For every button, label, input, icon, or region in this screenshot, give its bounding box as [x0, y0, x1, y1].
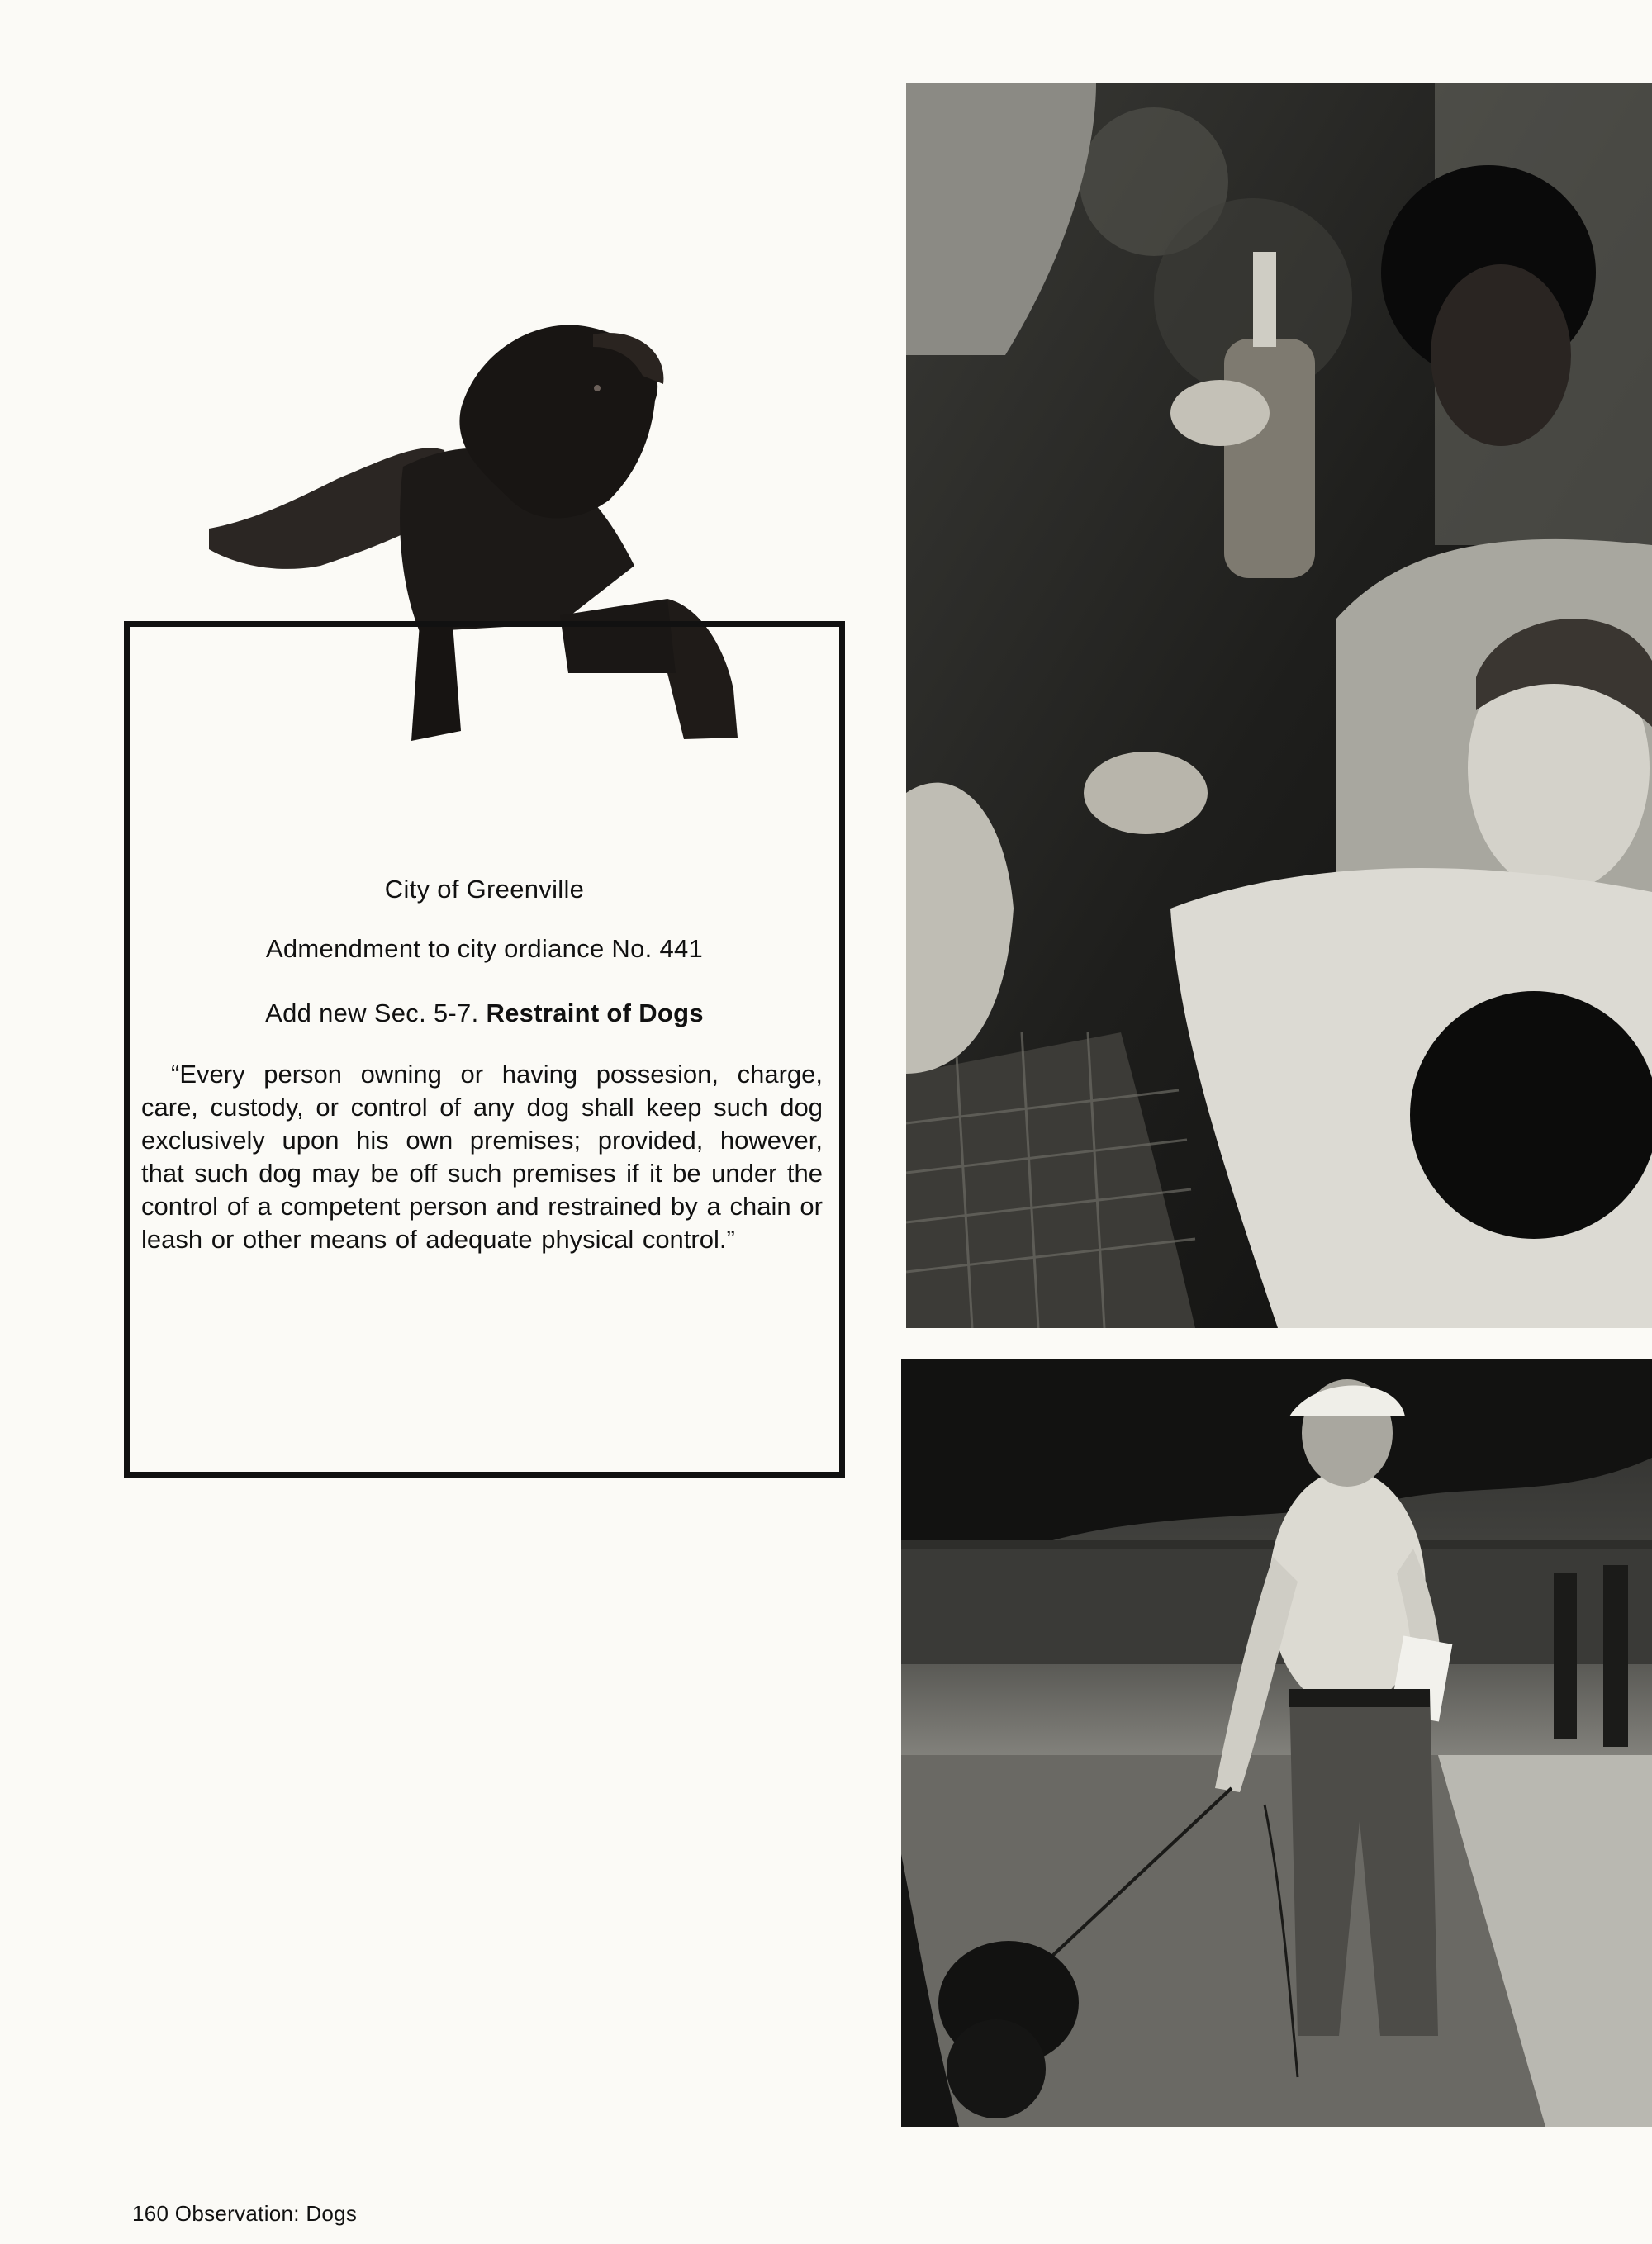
photo-man-walking-dog: [901, 1359, 1652, 2127]
section-prefix: Add new Sec. 5-7.: [265, 999, 479, 1027]
ordinance-quote: “Every person owning or having possesion, charge, care, custody, or control of any dog shall keep such dog exclusively upon his own premises; provided, however, that such dog may be off such premises if it be under the control of a competent person and restrained by a chain or leash or other means of adequate physical control.”: [141, 1060, 823, 1254]
page-footer: 160 Observation: Dogs: [132, 2201, 358, 2226]
photo-people-with-dog: [906, 83, 1652, 1328]
ordinance-box: [124, 621, 845, 1478]
section-title: Restraint of Dogs: [486, 999, 704, 1027]
ordinance-section: [130, 999, 839, 1028]
ordinance-amendment: Admendment to city ordiance No. 441: [265, 934, 704, 963]
ordinance-city: City of Greenville: [384, 875, 585, 904]
